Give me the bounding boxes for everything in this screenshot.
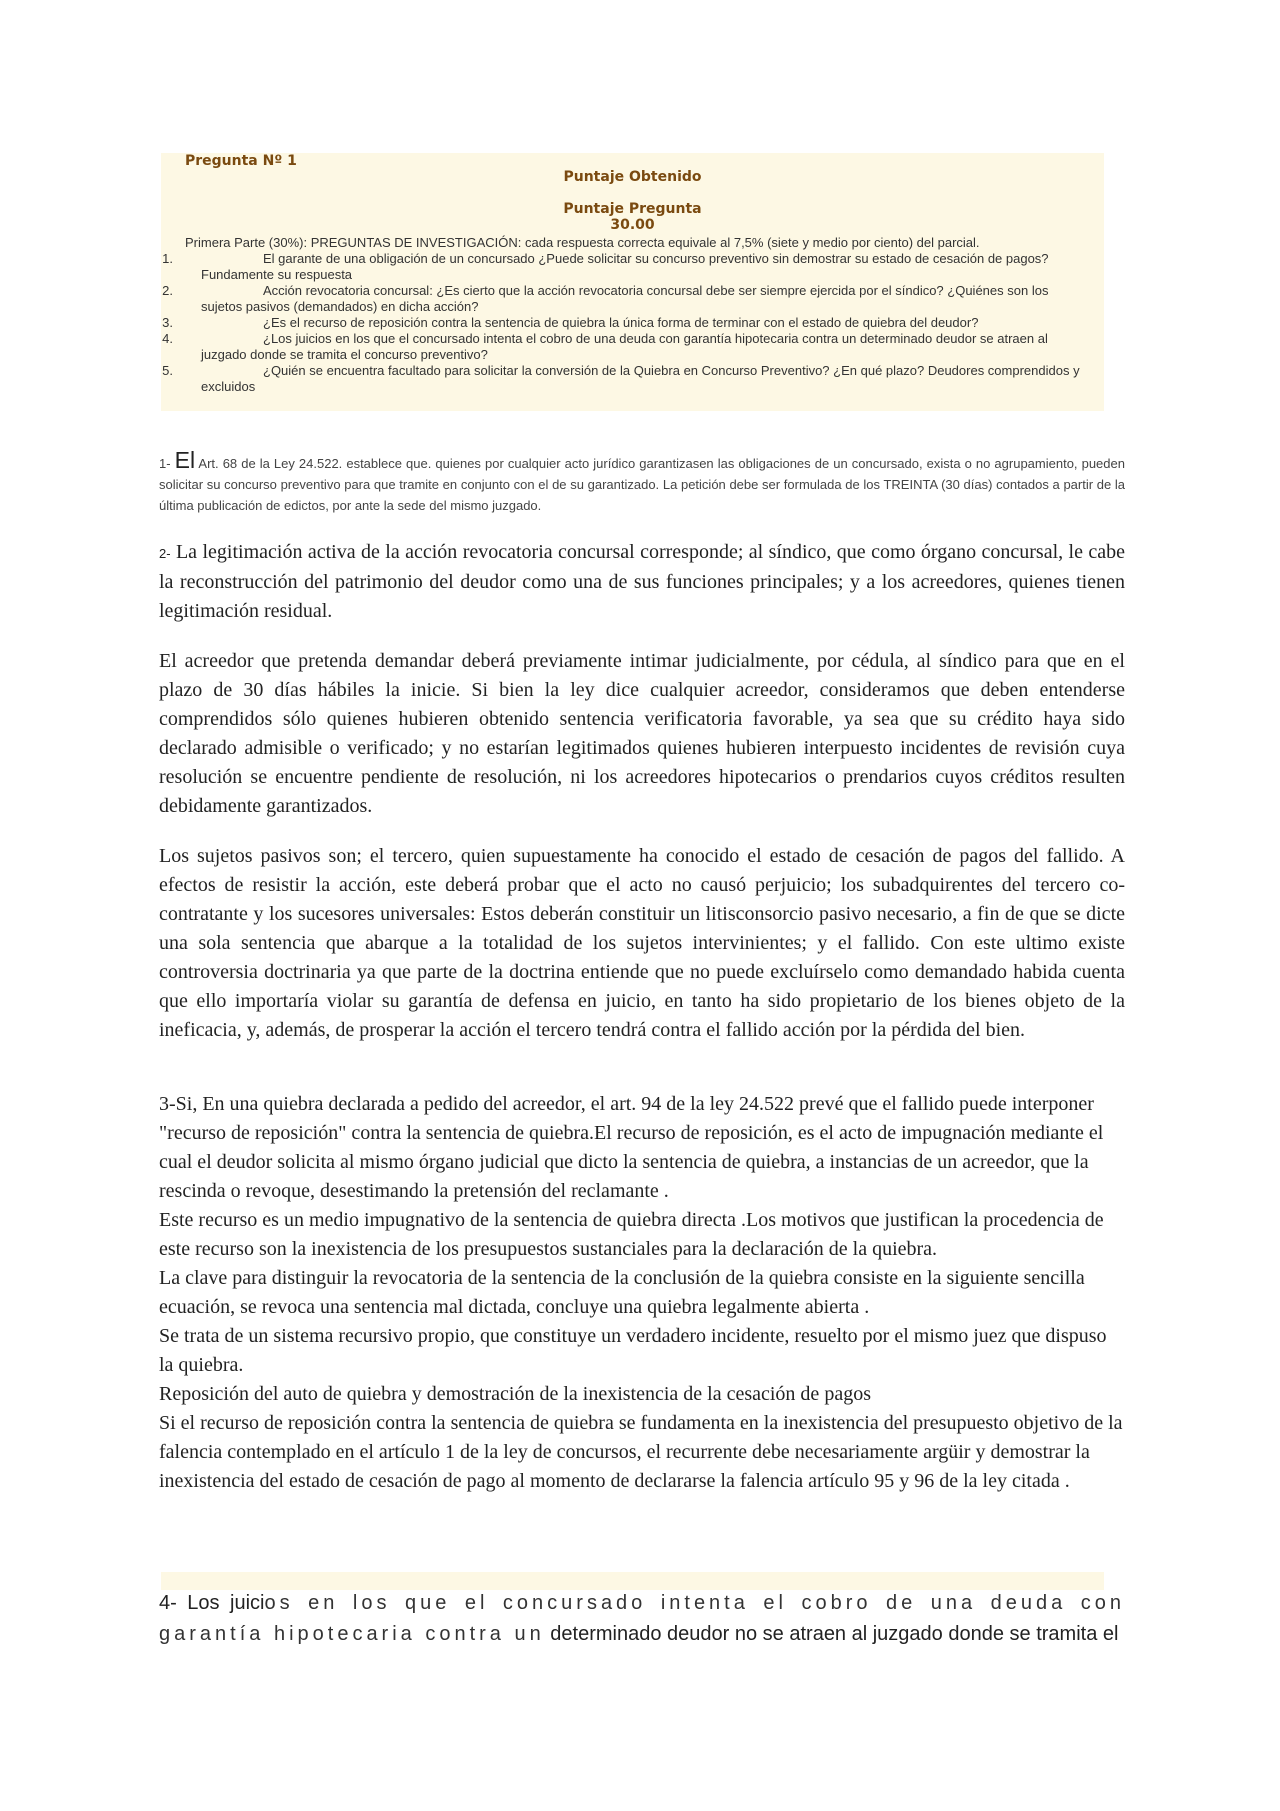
question-item-number: 1. xyxy=(162,251,173,266)
score-value: 30.00 xyxy=(610,217,655,233)
question-item-text: ¿Es el recurso de reposición contra la sentencia de quiebra la única forma de terminar con el estado de quiebra del deudor? xyxy=(263,315,979,330)
answer-4-spaced-text: os en los que el concursado intenta el cobro de una deuda con garantía hipotecaria contra un xyxy=(159,1592,1125,1645)
question-item-text: El garante de una obligación de un concursado ¿Puede solicitar su concurso preventivo sin demostrar su estado de cesación de pagos? Fundamente su respuesta xyxy=(201,251,1049,282)
question-item-number: 4. xyxy=(162,331,173,346)
question-box xyxy=(161,153,1104,411)
answer-1 xyxy=(159,447,1125,516)
answer-3-line: Si el recurso de reposición contra la sentencia de quiebra se fundamenta en la inexistencia del presupuesto objetivo de la falencia contemplado en el artículo 1 de la ley de concursos, el recurrente debe necesariamente argüir y demostrar la inexistencia del estado de cesación de pago al momento de declararse la falencia artículo 95 y 96 de la ley citada . xyxy=(159,1412,1123,1492)
answer-4-start: 4- Los juici xyxy=(159,1592,265,1614)
answer-2-paragraph-2: El acreedor que pretenda demandar deberá previamente intimar judicialmente, por cédula, al síndico para que en el plazo de 30 días hábiles la inicie. Si bien la ley dice cualquier acreedor, consideramos que deben entenderse comprendidos sólo quienes hubieren obtenido sentencia verificatoria favorable, ya sea que su crédito haya sido declarado admisible o verificado; y no estarían legitimados quienes hubieren interpuesto incidentes de revisión cuya resolución se encuentre pendiente de resolución, ni los acreedores hipotecarios o prendarios cuyos créditos resulten debidamente garantizados. xyxy=(159,650,1125,817)
question-item-text: ¿Los juicios en los que el concursado intenta el cobro de una deuda con garantía hipotecaria contra un determinado deudor se atraen al juzgado donde se tramita el concurso preventivo? xyxy=(201,331,1048,362)
question-intro: Primera Parte (30%): PREGUNTAS DE INVESTIGACIÓN: cada respuesta correcta equivale al 7,5% (siete y medio por ciento) del parcial. xyxy=(185,235,980,250)
question-item xyxy=(161,283,1101,315)
answer-3-line: Reposición del auto de quiebra y demostración de la inexistencia de la cesación de pagos xyxy=(159,1383,871,1405)
answer-3-line: Se trata de un sistema recursivo propio, que constituye un verdadero incidente, resuelto por el mismo juez que dispuso la quiebra. xyxy=(159,1325,1107,1376)
question-item-text: ¿Quién se encuentra facultado para solicitar la conversión de la Quiebra en Concurso Preventivo? ¿En qué plazo? Deudores comprendidos y excluidos xyxy=(201,363,1080,394)
question-item xyxy=(161,251,1101,283)
answer-3-line: 3-Si, En una quiebra declarada a pedido del acreedor, el art. 94 de la ley 24.522 prevé que el fallido puede interponer "recurso de reposición" contra la sentencia de quiebra.El recurso de reposición, es el acto de impugnación mediante el cual el deudor solicita al mismo órgano judicial que dicto la sentencia de quiebra, a instancias de un acreedor, que la rescinda o revoque, desestimando la pretensión del reclamante . xyxy=(159,1093,1104,1202)
score-obtained-label: Puntaje Obtenido xyxy=(563,169,702,185)
answer-3-line: La clave para distinguir la revocatoria de la sentencia de la conclusión de la quiebra consiste en la siguiente sencilla ecuación, se revoca una sentencia mal dictada, concluye una quiebra legalmente abierta . xyxy=(159,1267,1085,1318)
answer-2-number: 2- xyxy=(159,546,171,561)
question-item-number: 3. xyxy=(162,315,173,330)
answer-3-line: Este recurso es un medio impugnativo de la sentencia de quiebra directa .Los motivos que justifican la procedencia de este recurso son la inexistencia de los presupuestos sustanciales para la declaración de la quiebra. xyxy=(159,1209,1104,1260)
question-item xyxy=(161,315,1101,331)
score-question-label: Puntaje Pregunta xyxy=(563,201,702,217)
question-list xyxy=(161,251,1101,395)
answer-1-lead: El xyxy=(174,447,196,473)
answer-2-text: La legitimación activa de la acción revocatoria concursal corresponde; al síndico, que como órgano concursal, le cabe la reconstrucción del patrimonio del deudor como una de sus funciones principales; y a los acreedores, quienes tienen legitimación residual. xyxy=(159,541,1125,622)
question-title: Pregunta Nº 1 xyxy=(185,153,297,169)
answer-4 xyxy=(159,1588,1125,1650)
question-item xyxy=(161,331,1101,363)
answer-1-number: 1- xyxy=(159,456,171,471)
question-item-number: 2. xyxy=(162,283,173,298)
question-item-text: Acción revocatoria concursal: ¿Es cierto que la acción revocatoria concursal debe ser siempre ejercida por el síndico? ¿Quiénes son los sujetos pasivos (demandados) en dicha acción? xyxy=(201,283,1049,314)
question-item-number: 5. xyxy=(162,363,173,378)
answer-4-end: determinado deudor no se atraen al juzgado donde se tramita el xyxy=(550,1623,1119,1645)
answer-2-paragraph-1 xyxy=(159,538,1125,626)
answer-3 xyxy=(159,1090,1125,1496)
answer-1-text: Art. 68 de la Ley 24.522. establece que. quienes por cualquier acto jurídico garantizasen las obligaciones de un concursado, exista o no agrupamiento, pueden solicitar su concurso preventivo para que tramite en conjunto con el de su garantizado. La petición debe ser formulada de los TREINTA (30 días) contados a partir de la última publicación de edictos, por ante la sede del mismo juzgado. xyxy=(159,456,1125,513)
answer-2-paragraph-3: Los sujetos pasivos son; el tercero, quien supuestamente ha conocido el estado de cesación de pagos del fallido. A efectos de resistir la acción, este deberá probar que el acto no causó perjuicio; los subadquirentes del tercero co-contratante y los sucesores universales: Estos deberán constituir un litisconsorcio pasivo necesario, a fin de que se dicte una sola sentencia que abarque a la totalidad de los sujetos intervinientes; y el fallido. Con este ultimo existe controversia doctrinaria ya que parte de la doctrina entiende que no puede excluírselo como demandado habida cuenta que ello importaría violar su garantía de defensa en juicio, en tanto ha sido propietario de los bienes objeto de la ineficacia, y, además, de prosperar la acción el tercero tendrá contra el fallido acción por la pérdida del bien. xyxy=(159,845,1125,1041)
question-item xyxy=(161,363,1101,395)
